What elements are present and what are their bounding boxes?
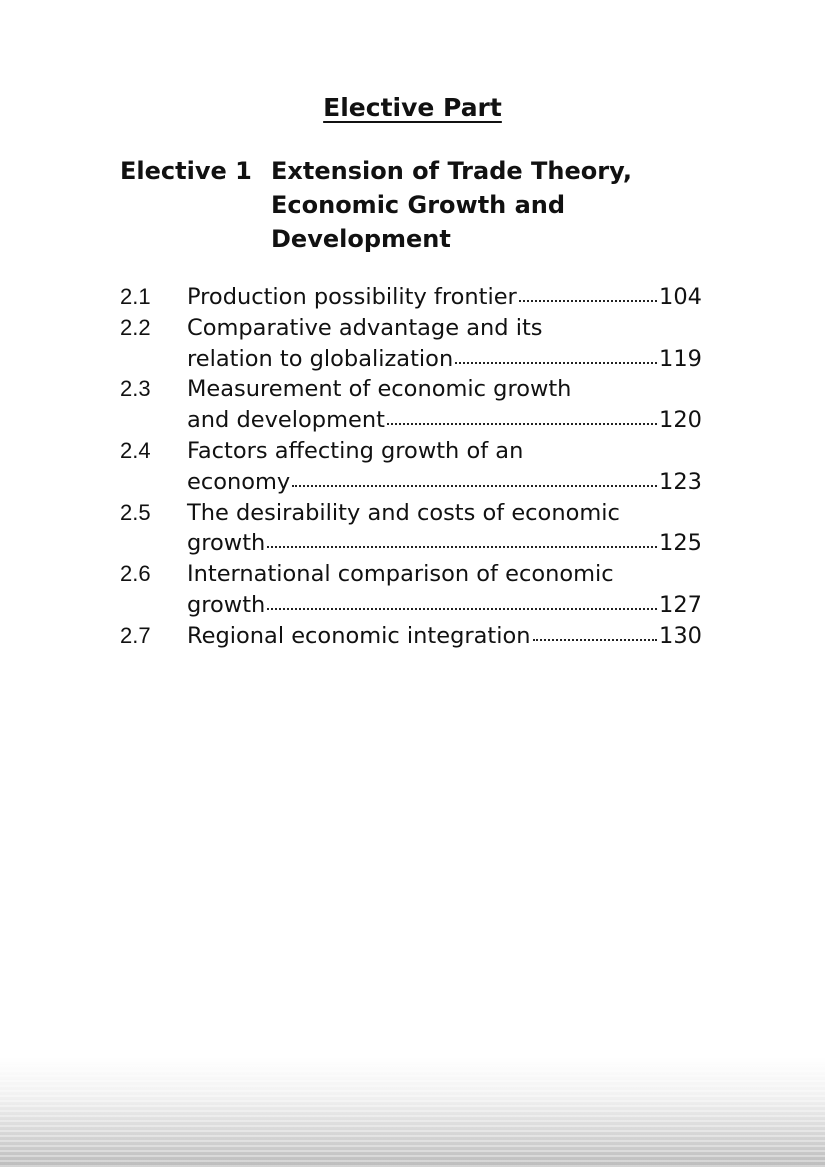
toc-title-line: The desirability and costs of economic <box>187 499 620 526</box>
toc-title-line: economy <box>187 468 291 495</box>
section-label: Elective 1 <box>120 157 252 185</box>
dot-leader <box>455 346 657 366</box>
section-title <box>271 154 671 256</box>
toc-page-number: 120 <box>659 407 702 434</box>
page-heading: Elective Part <box>323 93 502 122</box>
section-title-line: Economic Growth and <box>271 191 566 219</box>
toc-number: 2.5 <box>120 499 151 525</box>
toc-number: 2.4 <box>120 437 151 463</box>
toc-title-line: growth <box>187 530 266 557</box>
toc-entry[interactable] <box>120 436 702 498</box>
toc-title-line: Regional economic integration <box>187 622 531 649</box>
toc-title-line: International comparison of economic <box>187 561 614 588</box>
toc-entry[interactable] <box>120 282 702 313</box>
dot-leader <box>267 530 657 550</box>
section-title-line: Development <box>271 225 451 253</box>
toc-page-number: 123 <box>659 468 702 495</box>
toc-title-line: growth <box>187 591 266 618</box>
toc-entry[interactable] <box>120 313 702 375</box>
toc-title-line: Factors affecting growth of an <box>187 437 524 464</box>
toc-number: 2.3 <box>120 376 151 402</box>
toc-title-line: Comparative advantage and its <box>187 314 543 341</box>
toc-number: 2.7 <box>120 622 151 648</box>
toc-title-line: Measurement of economic growth <box>187 376 572 403</box>
toc-title-line: Production possibility frontier <box>187 284 517 310</box>
toc-number: 2.1 <box>120 284 151 309</box>
table-of-contents <box>120 282 702 652</box>
toc-entry[interactable] <box>120 374 702 436</box>
toc-title-line: relation to globalization <box>187 345 454 372</box>
section-title-line: Extension of Trade Theory, <box>271 157 632 185</box>
toc-page-number: 127 <box>659 591 702 618</box>
toc-entry[interactable] <box>120 498 702 560</box>
toc-entry[interactable] <box>120 621 702 652</box>
toc-entry[interactable] <box>120 559 702 621</box>
page-bottom-shading <box>0 1057 825 1167</box>
toc-number: 2.2 <box>120 314 151 340</box>
toc-number: 2.6 <box>120 561 151 587</box>
dot-leader <box>519 284 657 304</box>
toc-page-number: 130 <box>659 622 702 649</box>
toc-title-line: and development <box>187 407 385 434</box>
dot-leader <box>267 592 657 612</box>
dot-leader <box>387 407 657 427</box>
toc-page-number: 119 <box>659 345 702 372</box>
dot-leader <box>292 469 657 489</box>
dot-leader <box>533 623 658 643</box>
toc-page-number: 125 <box>659 530 702 557</box>
toc-page-number: 104 <box>659 284 702 310</box>
